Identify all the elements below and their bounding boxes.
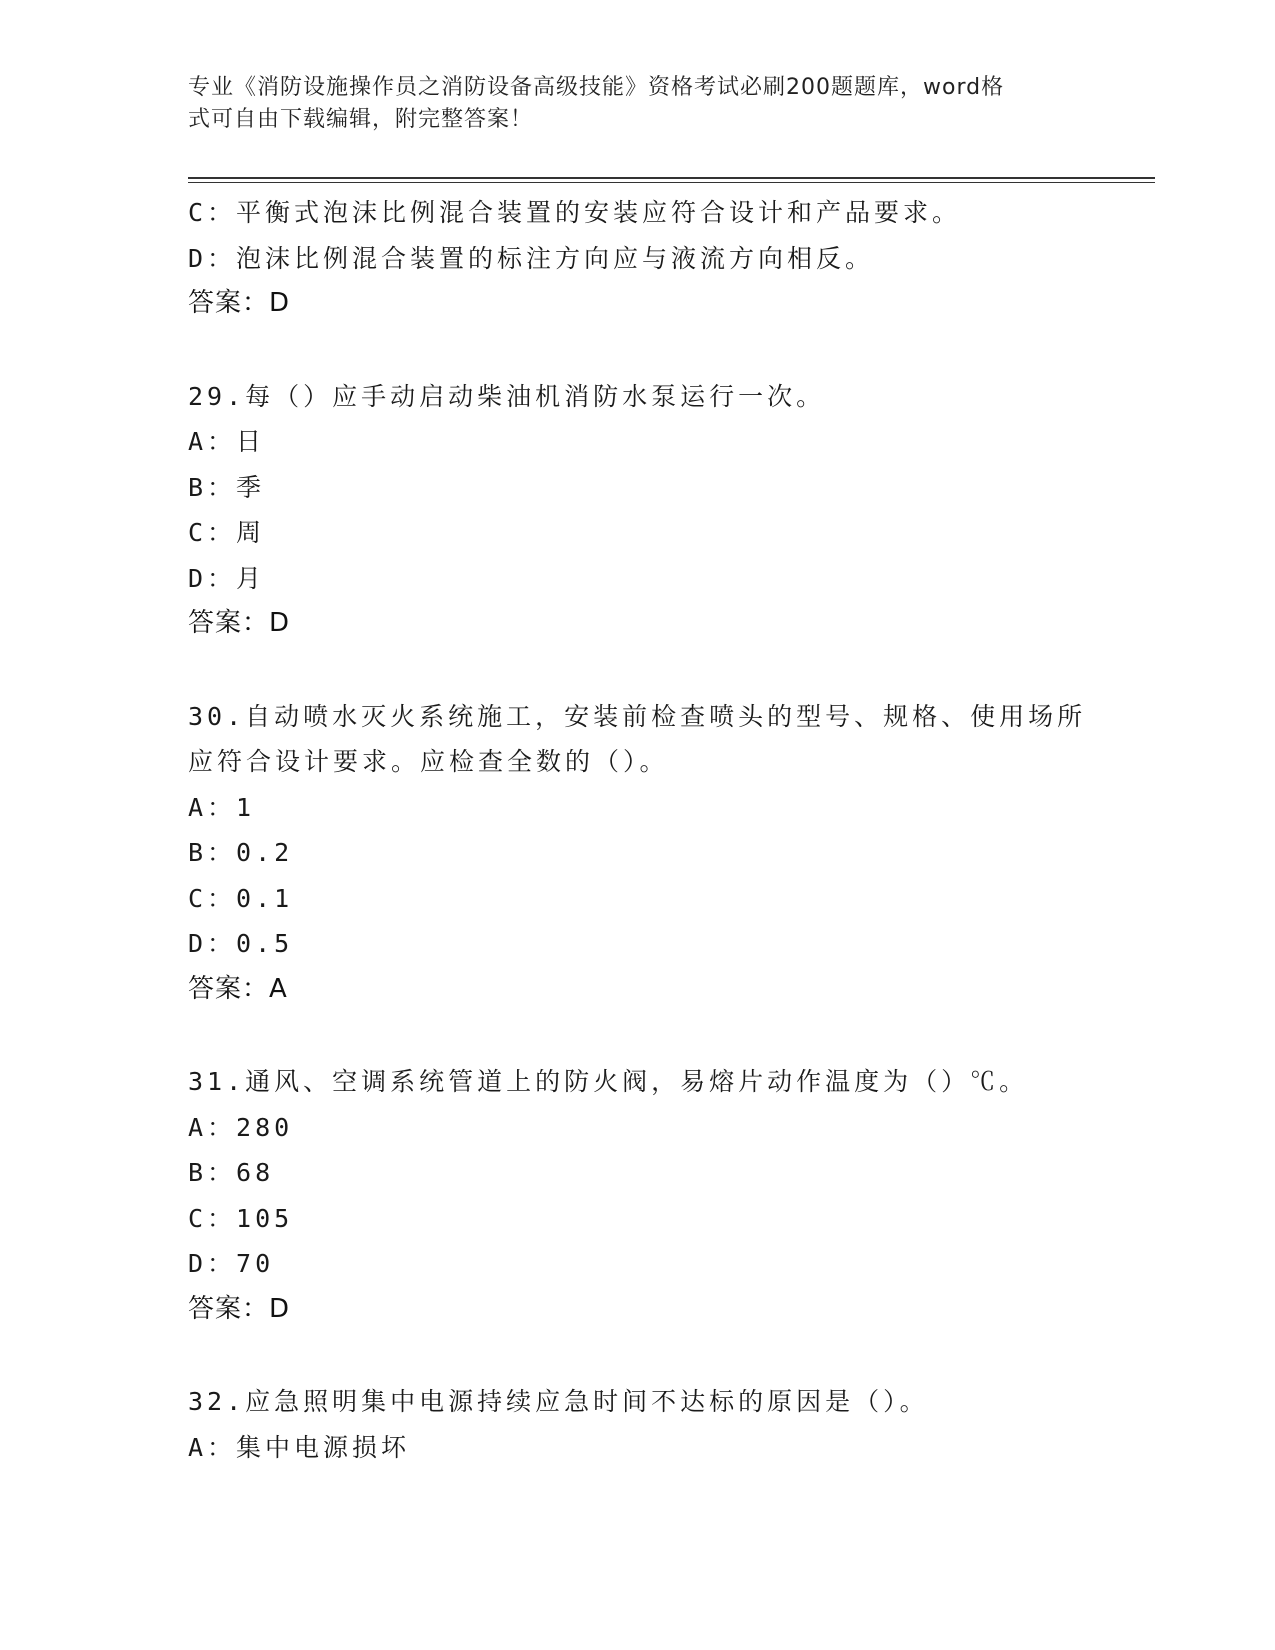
option-b: B：0.2 <box>188 838 294 867</box>
header-divider-thin <box>188 182 1155 183</box>
question-text: 30.自动喷水灭火系统施工，安装前检查喷头的型号、规格、使用场所 <box>188 701 1087 731</box>
option-d: D：0.5 <box>188 929 294 958</box>
option-b: B：季 <box>188 472 266 502</box>
header-divider-thick <box>188 177 1155 179</box>
option-d: D：泡沫比例混合装置的标注方向应与液流方向相反。 <box>188 243 875 273</box>
option-b: B：68 <box>188 1158 275 1187</box>
document-header <box>188 72 1068 136</box>
option-a: A：280 <box>188 1112 294 1142</box>
question-text: 32.应急照明集中电源持续应急时间不达标的原因是（）。 <box>188 1387 929 1416</box>
option-c: C：周 <box>188 518 266 547</box>
question-text-continued: 应符合设计要求。应检查全数的（）。 <box>188 747 669 776</box>
question-block-32 <box>188 1379 1088 1470</box>
option-d: D：月 <box>188 563 266 593</box>
option-a: A：集中电源损坏 <box>188 1432 411 1462</box>
answer-line: 答案：D <box>188 608 291 638</box>
option-c: C：平衡式泡沫比例混合装置的安装应符合设计和产品要求。 <box>188 198 962 227</box>
header-line-2: 式可自由下载编辑，附完整答案！ <box>188 107 534 132</box>
answer-line: 答案：A <box>188 973 288 1004</box>
answer-line: 答案：D <box>188 1293 291 1324</box>
option-c: C：0.1 <box>188 883 294 913</box>
question-content <box>188 190 1088 1470</box>
question-text: 29.每（）应手动启动柴油机消防水泵运行一次。 <box>188 381 826 411</box>
question-block-30 <box>188 694 1088 1013</box>
question-block-prev <box>188 190 1088 327</box>
option-d: D：70 <box>188 1249 275 1278</box>
option-a: A：日 <box>188 427 266 456</box>
question-text: 31.通风、空调系统管道上的防火阀，易熔片动作温度为（）℃。 <box>188 1067 1029 1096</box>
answer-line: 答案：D <box>188 288 291 318</box>
question-block-29 <box>188 374 1088 647</box>
question-block-31 <box>188 1059 1088 1332</box>
option-c: C：105 <box>188 1203 294 1233</box>
header-line-1: 专业《消防设施操作员之消防设备高级技能》资格考试必刷200题题库，word格 <box>188 75 1005 100</box>
option-a: A：1 <box>188 792 256 822</box>
